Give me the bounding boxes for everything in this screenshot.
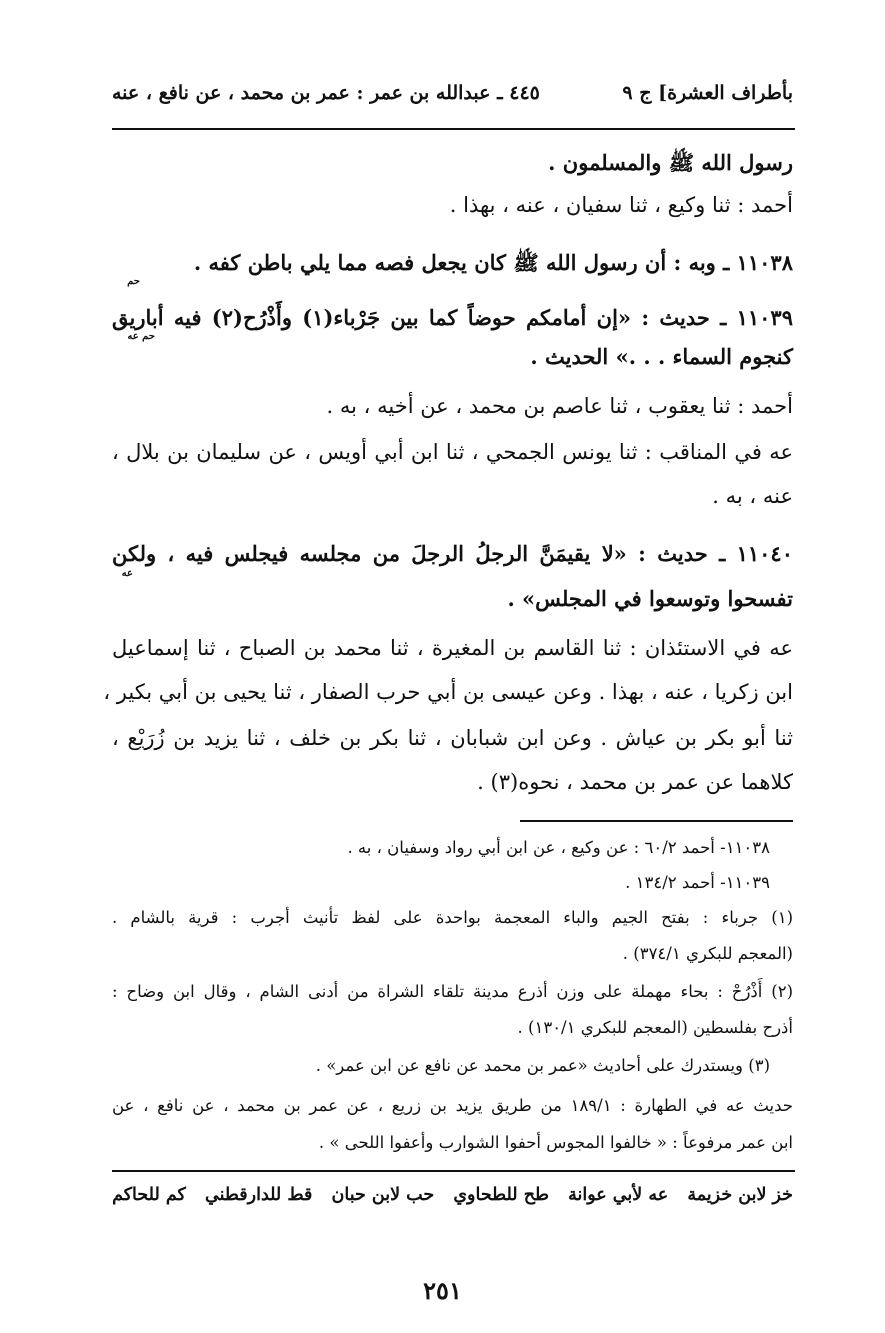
text-line: رسول الله ﷺ والمسلمون . xyxy=(548,150,793,175)
hadith-11039-line: ١١٠٣٩ ـ حديث : «إن أمامكم حوضاً كما بين جَرْباء(١) وأَذْرُح(٢) فيه أباريق xyxy=(112,305,793,330)
source-marker: عه xyxy=(121,568,133,579)
footnote-line: (١) جرباء : بفتح الجيم والباء المعجمة بواحدة على لفظ تأنيث أجرب : قرية بالشام . xyxy=(112,908,794,927)
header-rule xyxy=(112,128,795,130)
text-line: أحمد : ثنا وكيع ، ثنا سفيان ، عنه ، بهذا . xyxy=(449,193,793,217)
text-line: عه في المناقب : ثنا يونس الجمحي ، ثنا ابن أبي أويس ، عن سليمان بن بلال ، xyxy=(112,440,793,464)
legend-rule xyxy=(112,1170,795,1172)
header-chapter: ٤٤٥ ـ عبدالله بن عمر : عمر بن محمد ، عن نافع ، عنه xyxy=(112,82,540,104)
text-line: أحمد : ثنا يعقوب ، ثنا عاصم بن محمد ، عن أخيه ، به . xyxy=(326,394,793,418)
text-line: ثنا أبو بكر بن عياش . وعن ابن شبابان ، ثنا بكر بن خلف ، ثنا يزيد بن زُرَيْع ، xyxy=(112,726,793,750)
footnote-line: ١١٠٣٨- أحمد ٦٠/٢ : عن وكيع ، عن ابن أبي رواد وسفيان ، به . xyxy=(347,838,770,857)
legend-item: حب لابن حبان xyxy=(331,1185,435,1205)
source-marker: حم عه xyxy=(127,331,155,342)
legend-item: طح للطحاوي xyxy=(453,1185,549,1205)
footnote-line: (المعجم للبكري ٣٧٤/١) . xyxy=(622,944,793,963)
header-volume: بأطراف العشرة] ج ٩ xyxy=(622,82,793,104)
legend-item: خز لابن خزيمة xyxy=(687,1185,793,1205)
text-line: تفسحوا وتوسعوا في المجلس» . xyxy=(507,586,793,611)
legend-item: كم للحاكم xyxy=(112,1185,186,1205)
legend-item: عه لأبي عوانة xyxy=(568,1185,669,1205)
footnote-line: ١١٠٣٩- أحمد ١٣٤/٢ . xyxy=(625,873,770,892)
text-line: عنه ، به . xyxy=(712,484,793,508)
source-marker: حم xyxy=(127,276,140,287)
footnote-line: (٣) ويستدرك على أحاديث «عمر بن محمد عن نافع عن ابن عمر» . xyxy=(315,1056,770,1075)
footnote-line: حديث عه في الطهارة : ١٨٩/١ من طريق يزيد بن زريع ، عن عمر بن محمد ، عن نافع ، عن xyxy=(112,1096,793,1115)
text-line: ابن زكريا ، عنه ، بهذا . وعن عيسى بن أبي حرب الصفار ، ثنا يحيى بن أبي بكير ، xyxy=(103,680,793,704)
hadith-11040-line: ١١٠٤٠ ـ حديث : «لا يقيمَنَّ الرجلُ الرجلَ من مجلسه فيجلس فيه ، ولكن xyxy=(112,541,793,566)
page-number: ٢٥١ xyxy=(423,1276,462,1305)
abbreviation-legend xyxy=(112,1185,793,1205)
running-header xyxy=(112,82,793,104)
text-line: كنجوم السماء . . .» الحديث . xyxy=(530,344,793,369)
footnote-line: ابن عمر مرفوعاً : « خالفوا المجوس أحفوا الشوارب وأعفوا اللحى » . xyxy=(318,1133,793,1152)
footnote-line: (٢) أَذْرُحْ : بحاء مهملة على وزن أذرع مدينة تلقاء الشراة من أدنى الشام ، وقال ابن وضاح : xyxy=(112,982,793,1001)
text-line: كلاهما عن عمر بن محمد ، نحوه(٣) . xyxy=(477,770,793,794)
footnote-rule xyxy=(520,820,793,822)
hadith-11038-line: ١١٠٣٨ ـ وبه : أن رسول الله ﷺ كان يجعل فصه مما يلي باطن كفه . xyxy=(193,250,793,275)
text-line: عه في الاستئذان : ثنا القاسم بن المغيرة ، ثنا محمد بن الصباح ، ثنا إسماعيل xyxy=(112,636,793,660)
footnote-line: أذرح بفلسطين (المعجم للبكري ١٣٠/١) . xyxy=(517,1018,793,1037)
legend-item: قط للدارقطني xyxy=(205,1185,313,1205)
